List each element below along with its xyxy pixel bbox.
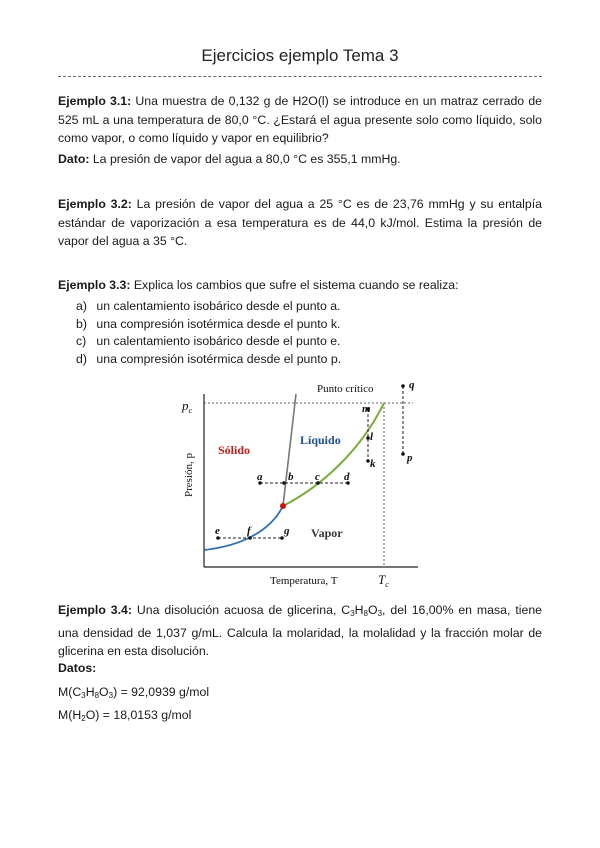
ejemplo-3-2	[58, 195, 542, 251]
y-axis-label: Presión, p	[183, 453, 195, 497]
point-c: c	[315, 471, 320, 483]
liquido-label: Líquido	[300, 433, 341, 447]
dato-text: La presión de vapor del agua a 80,0 °C es 355,1 mmHg.	[92, 152, 401, 166]
point-g: g	[284, 525, 290, 537]
molar-mass-agua: $M(H_2O) = 18,0153$ g/mol	[58, 708, 192, 723]
point-k: k	[370, 458, 376, 470]
list-item: d) una compresión isotérmica desde el punto p.	[76, 351, 342, 366]
point-m: m	[362, 403, 371, 415]
pc-label: $p_c$	[182, 398, 193, 415]
ejemplo-3-2-label: Ejemplo 3.2:	[58, 197, 132, 211]
ejemplo-3-1-dato	[58, 150, 542, 169]
point-q: q	[409, 379, 415, 391]
point-d: d	[344, 471, 350, 483]
phase-diagram	[170, 372, 430, 592]
point-e: e	[215, 525, 220, 537]
dato-label: Dato:	[58, 152, 90, 166]
triple-point	[280, 503, 286, 509]
ejemplo-3-1-text: Una muestra de 0,132 g de H2O(l) se introduce en un matraz cerrado de 525 mL a una temperatura de 80,0 °C. ¿Estará el agua presente solo como líquido, solo como vapor, o como líquido y vapor en equilibrio?	[58, 94, 542, 145]
vaporization-curve	[283, 403, 384, 506]
ejemplo-3-4: Ejemplo 3.4: Una disolución acuosa de glicerina, $C_3H_8O_3$, del 16,00% en masa, tiene una densidad de 1,037 g/mL. Calcula la molaridad, la molalidad y la fracción molar de glicerina en esta disolución.	[58, 603, 542, 658]
list-item: a) un calentamiento isobárico desde el punto a.	[76, 299, 341, 313]
molar-mass-glicerina: $M(C_3H_8O_3) = 92,0939$ g/mol	[58, 685, 210, 700]
fusion-curve	[283, 394, 296, 506]
ejemplo-3-3-label: Ejemplo 3.3:	[58, 278, 131, 292]
list-item: b) una compresión isotérmica desde el punto k.	[76, 316, 341, 331]
list-item: c) un calentamiento isobárico desde el punto e.	[76, 334, 341, 348]
point-p: p	[407, 452, 413, 464]
tc-label: $T_c$	[378, 572, 389, 589]
ejemplo-3-3-text: Explica los cambios que sufre el sistema cuando se realiza:	[133, 278, 459, 292]
ejemplo-3-4-label: Ejemplo 3.4:	[58, 603, 132, 617]
point-a: a	[257, 471, 263, 483]
point-b: b	[288, 471, 294, 483]
dashed-divider	[58, 76, 542, 77]
page-title: Ejercicios ejemplo Tema 3	[201, 46, 399, 65]
ejemplo-3-1-label: Ejemplo 3.1:	[58, 94, 132, 108]
ejemplo-3-2-text: La presión de vapor del agua a 25 °C es de 23,76 mmHg y su entalpía estándar de vaporización a esa temperatura es de 44,0 kJ/mol. Estima la presión de vapor del agua a 35 °C.	[58, 197, 542, 248]
datos-heading: Datos:	[58, 661, 97, 675]
point-l: l	[370, 431, 374, 443]
solido-label: Sólido	[218, 443, 251, 457]
x-axis-label: Temperatura, T	[270, 575, 338, 587]
vapor-label: Vapor	[311, 526, 343, 540]
point-f: f	[247, 525, 251, 537]
ejemplo-3-1	[58, 92, 542, 148]
punto-critico-label: Punto crítico	[317, 383, 374, 395]
ejemplo-3-3	[58, 276, 542, 295]
ejemplo-3-3-list	[76, 298, 341, 368]
